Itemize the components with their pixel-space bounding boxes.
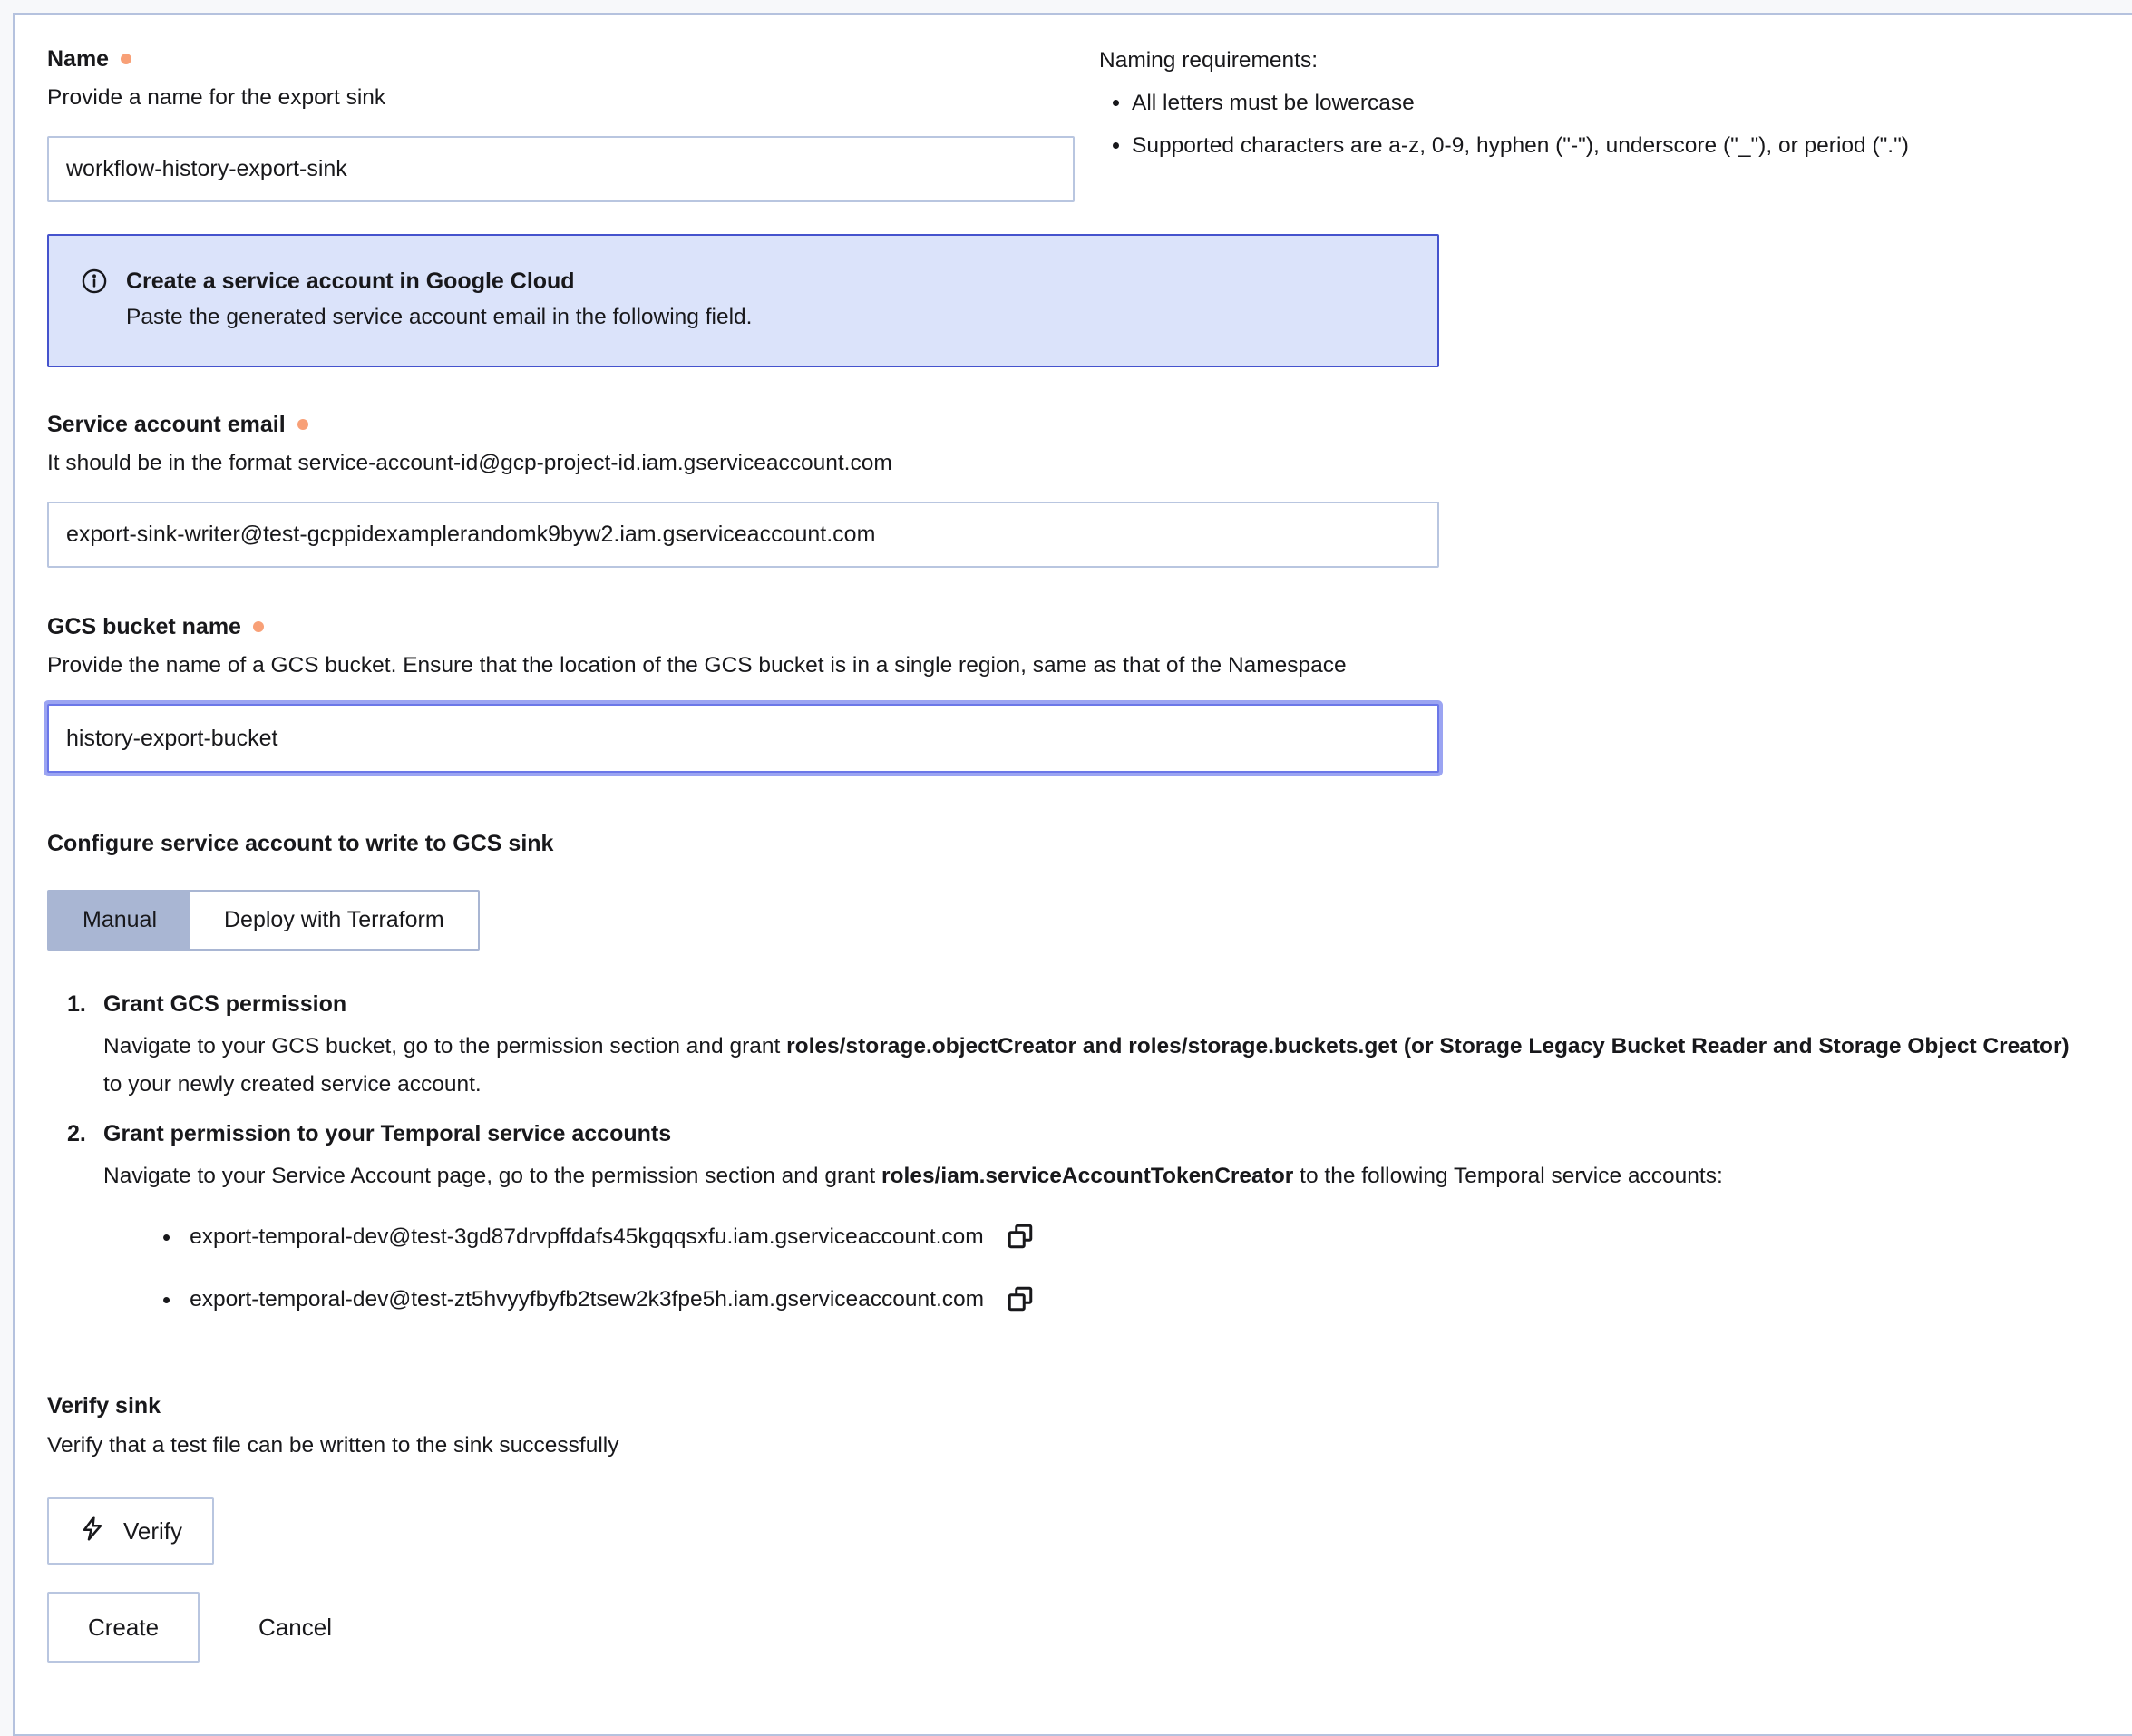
step-body-pre: Navigate to your Service Account page, go to the permission section and grant — [103, 1164, 882, 1188]
temporal-service-accounts — [162, 1219, 2115, 1318]
verify-sink-help: Verify that a test file can be written to the sink successfully — [47, 1433, 619, 1458]
step-title-text: Grant permission to your Temporal service accounts — [103, 1121, 672, 1146]
step-body — [103, 1028, 2080, 1104]
export-sink-form — [13, 13, 2132, 1736]
service-account-email: export-temporal-dev@test-3gd87drvpffdafs45kgqqsxfu.iam.gserviceaccount.com — [190, 1224, 984, 1249]
service-account-row — [162, 1219, 2115, 1255]
step-number: 1. — [67, 991, 86, 1017]
name-help: Provide a name for the export sink — [47, 85, 386, 110]
bucket-help: Provide the name of a GCS bucket. Ensure that the location of the GCS bucket is in a single region, same as that of the Namespace — [47, 653, 1347, 678]
gcs-bucket-name-input[interactable] — [47, 704, 1439, 773]
bullet-icon: • — [162, 1286, 171, 1313]
form-actions — [47, 1592, 2115, 1663]
service-account-help: It should be in the format service-account-id@gcp-project-id.iam.gserviceaccount.com — [47, 451, 892, 475]
step-body-bold: roles/iam.serviceAccountTokenCreator — [881, 1164, 1294, 1188]
service-account-email: export-temporal-dev@test-zt5hvyyfbyfb2tsew2k3fpe5h.iam.gserviceaccount.com — [190, 1287, 985, 1312]
copy-button[interactable] — [1007, 1285, 1034, 1315]
naming-requirements-list — [1099, 85, 2115, 164]
info-banner — [47, 234, 1439, 367]
configure-section-title: Configure service account to write to GCS sink — [47, 831, 554, 856]
name-field-group — [47, 42, 1075, 202]
verify-button-label: Verify — [123, 1517, 183, 1545]
info-banner-body: Paste the generated service account email in the following field. — [126, 305, 753, 329]
info-banner-text — [126, 263, 753, 336]
service-account-label-text: Service account email — [47, 412, 286, 437]
step-grant-gcs-permission — [67, 986, 2115, 1104]
step-grant-temporal-permission — [67, 1116, 2115, 1318]
info-icon — [81, 268, 108, 336]
step-title-text: Grant GCS permission — [103, 991, 347, 1017]
step-title — [67, 986, 2115, 1023]
naming-requirement-item: • Supported characters are a-z, 0-9, hyphen ("-"), underscore ("_"), or period (".") — [1132, 128, 2115, 164]
step-number: 2. — [67, 1121, 86, 1146]
name-section — [47, 42, 2115, 202]
required-dot-icon — [253, 621, 264, 632]
cancel-button[interactable]: Cancel — [258, 1613, 332, 1641]
configure-tabs — [47, 890, 480, 951]
zap-icon — [79, 1515, 106, 1548]
verify-button[interactable] — [47, 1497, 214, 1565]
service-account-email-input[interactable] — [47, 502, 1439, 568]
name-input[interactable] — [47, 136, 1075, 202]
step-body-post: to your newly created service account. — [103, 1072, 482, 1097]
bucket-label — [47, 610, 2115, 644]
verify-sink-title: Verify sink — [47, 1393, 161, 1419]
name-label — [47, 42, 1075, 76]
tab-manual[interactable]: Manual — [49, 892, 190, 949]
bucket-label-text: GCS bucket name — [47, 614, 241, 639]
create-button[interactable]: Create — [47, 1592, 200, 1663]
copy-icon — [1007, 1285, 1034, 1315]
step-body-post: to the following Temporal service accounts: — [1293, 1164, 1723, 1188]
tab-deploy-with-terraform[interactable]: Deploy with Terraform — [190, 892, 478, 949]
naming-requirements-title: Naming requirements: — [1099, 48, 1319, 73]
service-account-row — [162, 1282, 2115, 1318]
step-body — [103, 1157, 2080, 1195]
required-dot-icon — [297, 419, 308, 430]
copy-button[interactable] — [1007, 1223, 1034, 1253]
copy-icon — [1007, 1223, 1034, 1253]
required-dot-icon — [121, 54, 131, 64]
manual-steps — [67, 986, 2115, 1318]
name-label-text: Name — [47, 46, 110, 72]
naming-requirements — [1099, 42, 2115, 164]
step-title — [67, 1116, 2115, 1153]
service-account-label — [47, 407, 2115, 442]
bullet-icon: • — [162, 1224, 171, 1251]
step-body-pre: Navigate to your GCS bucket, go to the permission section and grant — [103, 1034, 787, 1058]
step-body-bold: roles/storage.objectCreator and roles/storage.buckets.get (or Storage Legacy Bucket Reader and Storage Object Creator) — [786, 1034, 2069, 1058]
naming-requirement-item: • All letters must be lowercase — [1132, 85, 2115, 122]
info-banner-title: Create a service account in Google Cloud — [126, 268, 575, 294]
